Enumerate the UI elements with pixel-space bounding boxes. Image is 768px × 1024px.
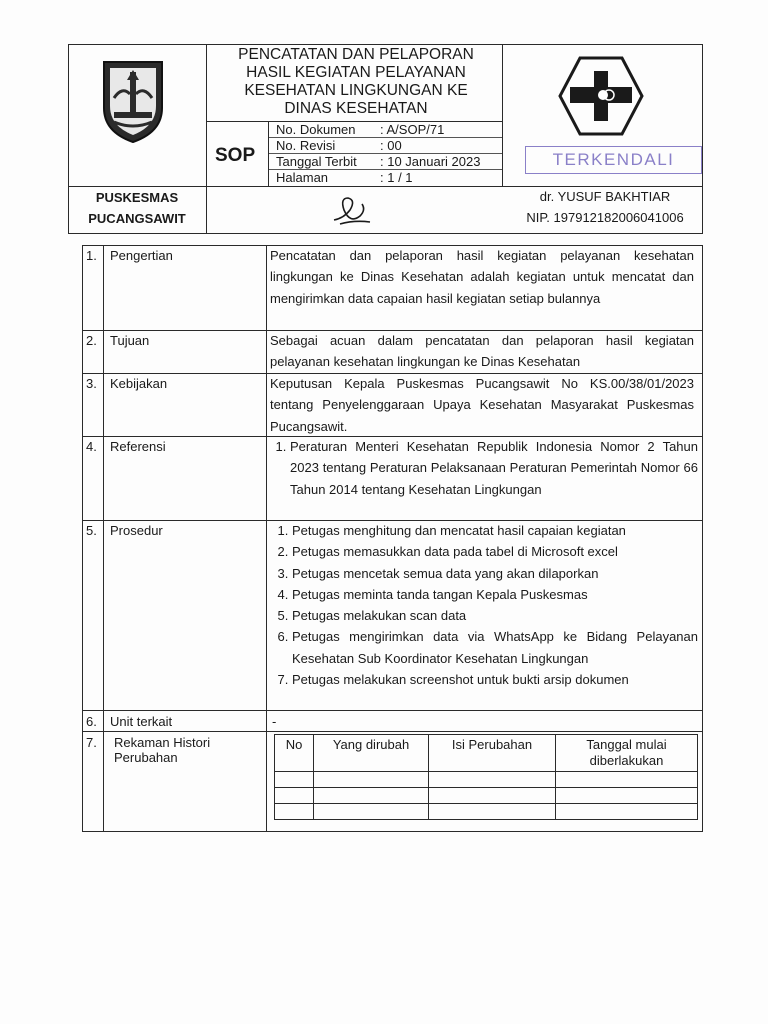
list-item: 5. Petugas melakukan scan data bbox=[292, 605, 698, 626]
section-number: 1. bbox=[86, 248, 97, 263]
meta-value-rev: : 00 bbox=[380, 138, 402, 153]
section-label-pengertian: Pengertian bbox=[110, 248, 173, 263]
signer-nip: NIP. 197912182006041006 bbox=[526, 210, 684, 225]
history-header-no: No bbox=[275, 735, 314, 772]
unit-terkait-value: - bbox=[272, 714, 277, 729]
meta-label-page: Halaman bbox=[276, 170, 329, 185]
signature bbox=[330, 190, 378, 230]
section-label-prosedur: Prosedur bbox=[110, 523, 163, 538]
kebijakan-text: Keputusan Kepala Puskesmas Pucangsawit No KS.00/38/01/2023 tentang Penyelenggaraan Upaya Kesehatan Masyarakat Puskesmas Pucangsawit. bbox=[270, 376, 694, 434]
section-number: 5. bbox=[86, 523, 97, 538]
history-header-content: Isi Perubahan bbox=[429, 735, 556, 772]
document-title-line-4: DINAS KESEHATAN bbox=[284, 100, 428, 117]
document-title-line-3: KESEHATAN LINGKUNGAN KE bbox=[244, 82, 468, 99]
list-item: 6. Petugas mengirimkan data via WhatsApp ke Bidang Pelayanan Kesehatan Sub Koordinator Kesehatan Lingkungan bbox=[292, 626, 698, 669]
sop-label: SOP bbox=[215, 145, 256, 166]
signer-name: dr. YUSUF BAKHTIAR bbox=[539, 189, 671, 204]
document-title-line-1: PENCATATAN DAN PELAPORAN bbox=[238, 46, 474, 63]
tujuan-text: Sebagai acuan dalam pencatatan dan pelaporan hasil kegiatan pelayanan kesehatan lingkungan ke Dinas Kesehatan bbox=[270, 333, 694, 370]
meta-value-doc: : A/SOP/71 bbox=[380, 122, 445, 137]
section-label-rekaman-2: Perubahan bbox=[114, 750, 178, 765]
section-number: 6. bbox=[86, 714, 97, 729]
meta-value-date: : 10 Januari 2023 bbox=[380, 154, 481, 169]
history-table bbox=[274, 734, 698, 820]
list-item: 1. Peraturan Menteri Kesehatan Republik Indonesia Nomor 2 Tahun 2023 tentang Peraturan Pelaksanaan Peraturan Pemerintah Nomor 66 Tahun 2014 tentang Kesehatan Lingkungan bbox=[290, 436, 698, 500]
meta-label-rev: No. Revisi bbox=[276, 138, 336, 153]
referensi-list bbox=[264, 436, 698, 500]
section-label-unit-terkait: Unit terkait bbox=[110, 714, 173, 729]
section-number: 4. bbox=[86, 439, 97, 454]
controlled-stamp: TERKENDALI bbox=[525, 146, 702, 174]
section-label-kebijakan: Kebijakan bbox=[110, 376, 168, 391]
org-name-line-1: PUSKESMAS bbox=[95, 190, 179, 205]
table-row bbox=[275, 788, 698, 804]
section-number: 7. bbox=[86, 735, 97, 750]
prosedur-list bbox=[266, 520, 698, 690]
section-label-tujuan: Tujuan bbox=[110, 333, 150, 348]
table-row bbox=[275, 804, 698, 820]
table-row bbox=[275, 772, 698, 788]
document-title-line-2: HASIL KEGIATAN PELAYANAN bbox=[246, 64, 466, 81]
meta-label-date: Tanggal Terbit bbox=[276, 154, 357, 169]
list-item: 1. Petugas menghitung dan mencatat hasil capaian kegiatan bbox=[292, 520, 698, 541]
list-item: 7. Petugas melakukan screenshot untuk bukti arsip dokumen bbox=[292, 669, 698, 690]
list-item: 4. Petugas meminta tanda tangan Kepala Puskesmas bbox=[292, 584, 698, 605]
history-header-changed: Yang dirubah bbox=[314, 735, 429, 772]
section-label-referensi: Referensi bbox=[110, 439, 166, 454]
org-name-line-2: PUCANGSAWIT bbox=[88, 211, 186, 226]
puskesmas-logo bbox=[558, 55, 644, 137]
pengertian-text: Pencatatan dan pelaporan hasil kegiatan pelayanan kesehatan lingkungan ke Dinas Kesehatan adalah kegiatan untuk mencatat dan mengirimkan data capaian hasil kegiatan setiap bulannya bbox=[270, 248, 694, 306]
list-item: 3. Petugas mencetak semua data yang akan dilaporkan bbox=[292, 563, 698, 584]
meta-value-page: : 1 / 1 bbox=[380, 170, 413, 185]
list-item: 2. Petugas memasukkan data pada tabel di Microsoft excel bbox=[292, 541, 698, 562]
section-number: 3. bbox=[86, 376, 97, 391]
section-label-rekaman-1: Rekaman Histori bbox=[114, 735, 211, 750]
history-header-date: Tanggal mulai diberlakukan bbox=[556, 735, 698, 772]
section-number: 2. bbox=[86, 333, 97, 348]
meta-label-doc: No. Dokumen bbox=[276, 122, 356, 137]
crest-logo bbox=[100, 58, 166, 144]
